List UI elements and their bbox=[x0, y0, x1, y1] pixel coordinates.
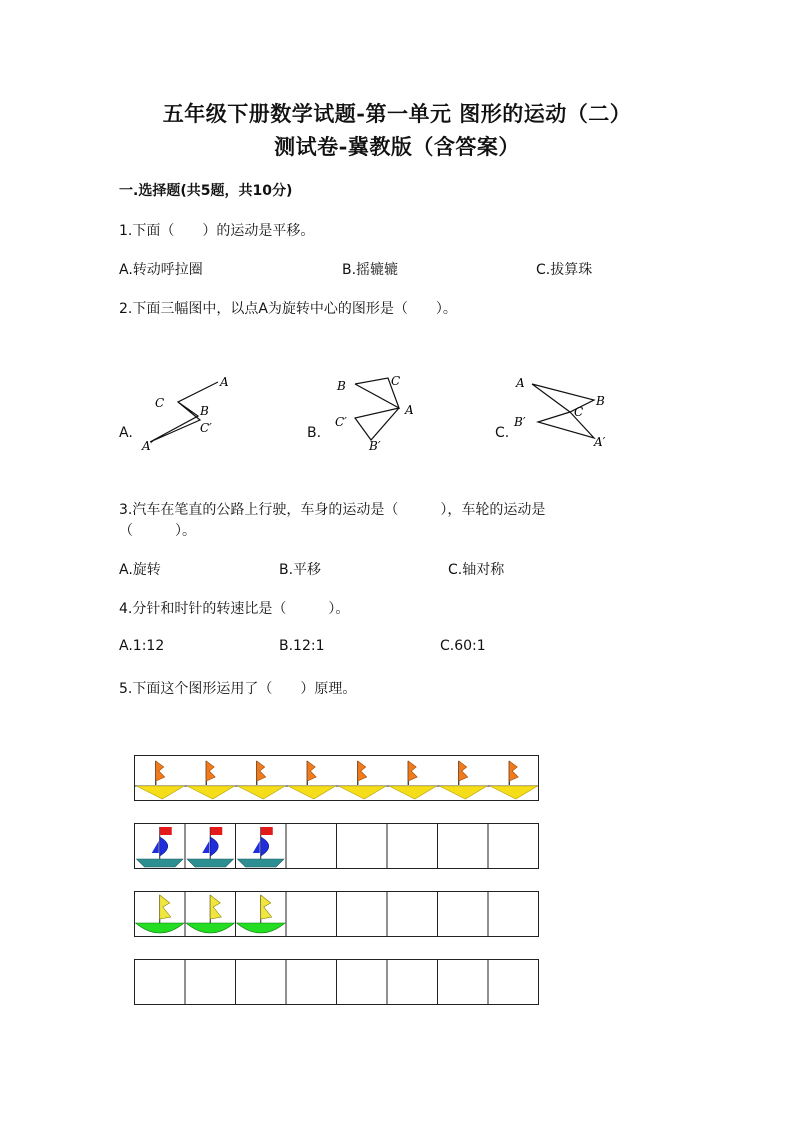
q2-option-a[interactable]: A. bbox=[119, 425, 133, 441]
q1-option-a[interactable]: A.转动呼拉圈 bbox=[119, 262, 203, 278]
q2-option-b[interactable]: B. bbox=[307, 425, 322, 441]
q2c-label-b-prime: B′ bbox=[514, 415, 526, 429]
q2a-label-c: C bbox=[155, 396, 165, 410]
question-4: 4.分针和时针的转速比是（ ）。 bbox=[119, 601, 350, 617]
q2c-label-a: A bbox=[516, 376, 525, 390]
q4-option-c[interactable]: C.60:1 bbox=[440, 638, 486, 654]
doc-title-line2: 测试卷-冀教版（含答案） bbox=[274, 134, 520, 159]
q3-option-b[interactable]: B.平移 bbox=[279, 562, 322, 578]
red-pennant bbox=[210, 827, 222, 835]
grid-cell bbox=[387, 960, 438, 1005]
grid-cell bbox=[337, 824, 388, 869]
q4-option-a[interactable]: A.1:12 bbox=[119, 638, 165, 654]
grid-cell bbox=[438, 892, 489, 937]
q2-option-c[interactable]: C. bbox=[495, 425, 510, 441]
q2a-label-c-prime: C′ bbox=[200, 421, 212, 435]
doc-title-line1: 五年级下册数学试题-第一单元 图形的运动（二） bbox=[162, 101, 632, 126]
q5-strip-blue-boats bbox=[134, 823, 540, 871]
q2a-label-b: B bbox=[200, 404, 209, 418]
q2b-label-c: C bbox=[391, 374, 401, 388]
q1-option-b[interactable]: B.摇辘辘 bbox=[342, 262, 399, 278]
question-2: 2.下面三幅图中，以点A为旋转中心的图形是（ ）。 bbox=[119, 301, 457, 317]
grid-cell bbox=[185, 960, 236, 1005]
grid-cell bbox=[387, 892, 438, 937]
q2b-label-b: B bbox=[337, 379, 346, 393]
q2-figure-a bbox=[140, 370, 250, 455]
q5-strip-empty bbox=[134, 959, 540, 1007]
question-3-line2: （ ）。 bbox=[119, 523, 196, 539]
q2c-label-b: B bbox=[596, 394, 605, 408]
q2-figure-b bbox=[333, 370, 443, 455]
q2b-label-b-prime: B′ bbox=[369, 439, 381, 453]
red-pennant bbox=[261, 827, 273, 835]
q3-option-a[interactable]: A.旋转 bbox=[119, 562, 161, 578]
grid-cell bbox=[286, 892, 337, 937]
q3-option-c[interactable]: C.轴对称 bbox=[448, 562, 505, 578]
grid-cell bbox=[236, 960, 287, 1005]
q5-strip-flags bbox=[134, 755, 540, 803]
grid-cell bbox=[337, 960, 388, 1005]
q2-figure-c bbox=[512, 370, 622, 455]
teal-hull bbox=[238, 859, 285, 867]
grid-cell bbox=[286, 824, 337, 869]
question-3-line1: 3.汽车在笔直的公路上行驶，车身的运动是（ ），车轮的运动是 bbox=[119, 502, 546, 518]
question-5: 5.下面这个图形运用了（ ）原理。 bbox=[119, 681, 357, 697]
teal-hull bbox=[187, 859, 234, 867]
q2a-label-a-prime: A′ bbox=[142, 439, 154, 453]
grid-cell bbox=[488, 960, 539, 1005]
grid-cell bbox=[135, 960, 186, 1005]
grid-cell bbox=[387, 824, 438, 869]
q1-option-c[interactable]: C.拔算珠 bbox=[536, 262, 593, 278]
grid-cell bbox=[438, 824, 489, 869]
section-heading: 一.选择题(共5题，共10分) bbox=[119, 183, 293, 199]
q2a-label-a: A bbox=[220, 375, 229, 389]
q2b-label-a: A bbox=[405, 403, 414, 417]
grid-cell bbox=[488, 892, 539, 937]
grid-cell bbox=[337, 892, 388, 937]
q2c-label-c: C bbox=[574, 405, 584, 419]
grid-cell bbox=[488, 824, 539, 869]
red-pennant bbox=[160, 827, 172, 835]
teal-hull bbox=[137, 859, 184, 867]
q2c-label-a-prime: A′ bbox=[594, 435, 606, 449]
q4-option-b[interactable]: B.12:1 bbox=[279, 638, 325, 654]
q5-strip-green-boats bbox=[134, 891, 540, 939]
q2b-label-c-prime: C′ bbox=[335, 415, 347, 429]
grid-cell bbox=[438, 960, 489, 1005]
question-1: 1.下面（ ）的运动是平移。 bbox=[119, 223, 315, 239]
grid-cell bbox=[286, 960, 337, 1005]
